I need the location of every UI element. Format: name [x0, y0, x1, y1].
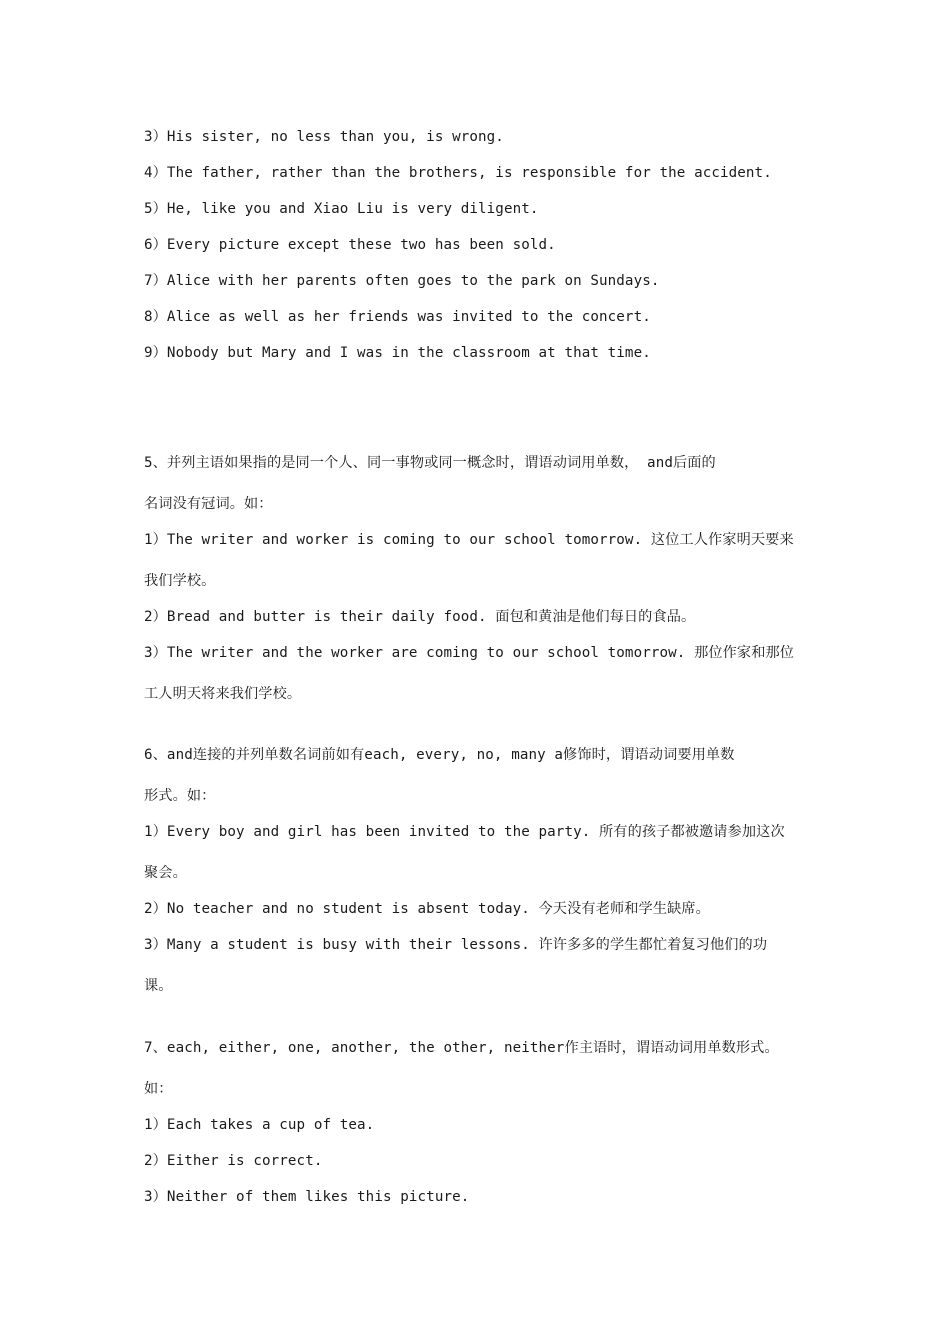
rule6-example-3: 3）Many a student is busy with their lessons. 许许多多的学生都忙着复习他们的功 — [144, 937, 768, 953]
rule7-example-2: 2）Either is correct. — [144, 1153, 323, 1169]
rule7-heading: 7、each, either, one, another, the other, neither作主语时，谓语动词用单数形式。 — [144, 1040, 779, 1056]
example-line: 9）Nobody but Mary and I was in the classroom at that time. — [144, 345, 651, 361]
rule5-example-1-cont: 我们学校。 — [144, 573, 216, 589]
rule6-example-2: 2）No teacher and no student is absent today. 今天没有老师和学生缺席。 — [144, 901, 710, 917]
rule5-heading-cont: 名词没有冠词。如： — [144, 496, 273, 512]
example-line: 8）Alice as well as her friends was invited to the concert. — [144, 309, 651, 325]
example-line: 7）Alice with her parents often goes to the park on Sundays. — [144, 273, 660, 289]
rule6-example-1: 1）Every boy and girl has been invited to the party. 所有的孩子都被邀请参加这次 — [144, 824, 785, 840]
rule6-heading: 6、and连接的并列单数名词前如有each, every, no, many a修饰时，谓语动词要用单数 — [144, 747, 735, 763]
rule7-example-3: 3）Neither of them likes this picture. — [144, 1189, 470, 1205]
example-line: 6）Every picture except these two has been sold. — [144, 237, 556, 253]
rule5-example-3: 3）The writer and the worker are coming to our school tomorrow. 那位作家和那位 — [144, 645, 795, 661]
rule5-example-3-cont: 工人明天将来我们学校。 — [144, 686, 302, 702]
rule6-example-3-cont: 课。 — [144, 978, 173, 994]
rule5-example-2: 2）Bread and butter is their daily food. 面包和黄油是他们每日的食品。 — [144, 609, 696, 625]
rule5-heading: 5、并列主语如果指的是同一个人、同一事物或同一概念时，谓语动词用单数， and后面的 — [144, 455, 716, 471]
example-line: 3）His sister, no less than you, is wrong. — [144, 129, 504, 145]
example-line: 5）He, like you and Xiao Liu is very diligent. — [144, 201, 539, 217]
rule7-example-1: 1）Each takes a cup of tea. — [144, 1117, 375, 1133]
rule5-example-1: 1）The writer and worker is coming to our school tomorrow. 这位工人作家明天要来 — [144, 532, 794, 548]
example-line: 4）The father, rather than the brothers, is responsible for the accident. — [144, 165, 772, 181]
rule6-example-1-cont: 聚会。 — [144, 865, 187, 881]
rule6-heading-cont: 形式。如： — [144, 788, 216, 804]
rule7-heading-cont: 如： — [144, 1081, 173, 1097]
